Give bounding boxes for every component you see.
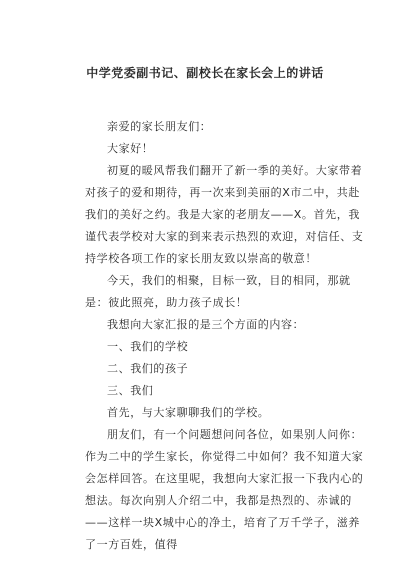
- document-body: [85, 116, 365, 556]
- school-paragraph: 朋友们，有一个问题想问问各位，如果别人问你：作为二中的学生家长，你觉得二中如何？我不知道大家会怎样回答。在这里呢，我想向大家汇报一下我内心的想法。每次向别人介绍二中，我都是热烈的、赤诚的——这样一块X城中心的净土，培育了万千学子，滋养了一方百姓，值得: [85, 428, 364, 551]
- document-title: 中学党委副书记、副校长在家长会上的讲话: [86, 66, 324, 80]
- greeting-paragraph: 亲爱的家长朋友们：: [107, 120, 212, 133]
- outline-item-school: 一、我们的学校: [107, 340, 189, 353]
- intro-paragraph: 初夏的暖风帮我们翻开了新一季的美好。大家带着对孩子的爱和期待，再一次来到美丽的X市二中，共赴我们的美好之约。我是大家的老朋友——X。首先，我谨代表学校对大家的到来表示热烈的欢迎，对信任、支持学校各项工作的家长朋友致以崇高的敬意！: [85, 164, 364, 265]
- outline-item-children: 二、我们的孩子: [107, 362, 189, 375]
- section-intro-paragraph: 首先，与大家聊聊我们的学校。: [107, 406, 270, 419]
- purpose-paragraph: 今天，我们的相聚，目标一致，目的相同，那就是：彼此照亮，助力孩子成长！: [85, 274, 351, 309]
- hello-paragraph: 大家好！: [107, 142, 154, 155]
- outline-paragraph: 我想向大家汇报的是三个方面的内容：: [107, 318, 305, 331]
- outline-item-us: 三、我们: [107, 384, 154, 397]
